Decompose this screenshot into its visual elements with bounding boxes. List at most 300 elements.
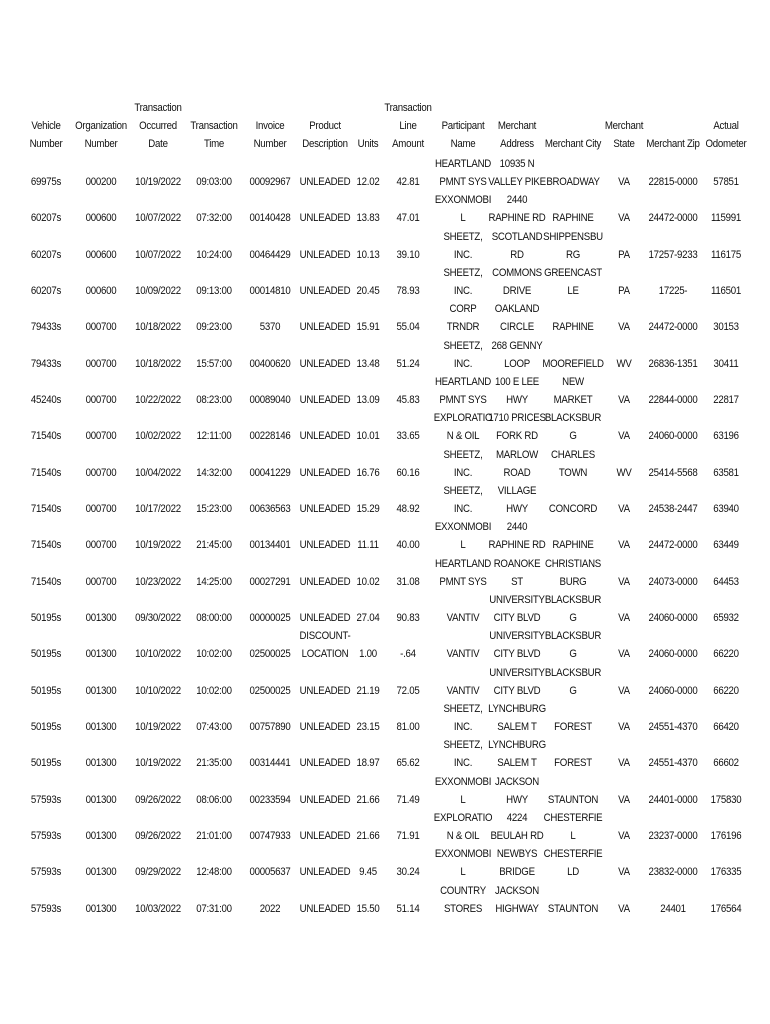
cell-amount: [385, 809, 431, 845]
cell-text: CORP: [449, 303, 477, 316]
table-row: [0, 882, 770, 918]
cell-text: SHEETZ,: [443, 484, 483, 497]
cell-units: [353, 736, 383, 772]
cell-city: [545, 845, 601, 881]
cell-zip: [646, 700, 701, 736]
cell-zip: [646, 191, 701, 227]
cell-text: BLACKSBUR: [544, 666, 602, 679]
cell-text: COMMONS: [492, 266, 542, 279]
table-row: [0, 155, 770, 191]
cell-text: 116175: [710, 248, 742, 261]
table-row: [0, 191, 770, 227]
header-label: Units: [357, 138, 379, 150]
cell-text: L: [460, 539, 466, 552]
cell-city: [545, 736, 601, 772]
cell-text: EXPLORATIO: [433, 412, 493, 425]
cell-text: 00747933: [249, 829, 291, 842]
cell-state: [606, 518, 641, 554]
cell-date: [132, 700, 185, 736]
cell-text: PA: [618, 248, 630, 261]
cell-text: 71540s: [30, 466, 62, 479]
table-row: [0, 446, 770, 482]
cell-org: [72, 700, 130, 736]
cell-text: 12:11:00: [196, 430, 232, 443]
cell-product: [297, 155, 353, 191]
cell-text: CHESTERFIE: [543, 811, 603, 824]
cell-address: [491, 373, 544, 409]
header-label: Name: [450, 138, 476, 150]
cell-participant: [435, 373, 491, 409]
header-label: Product: [309, 120, 341, 132]
cell-text: VA: [618, 575, 630, 588]
cell-amount: [385, 736, 431, 772]
cell-text: 001300: [85, 720, 117, 733]
cell-city: [545, 482, 601, 518]
cell-text: N & OIL: [446, 430, 480, 443]
cell-text: 10/19/2022: [135, 720, 181, 733]
cell-text: 24472-0000: [648, 321, 698, 334]
cell-text: L: [570, 829, 576, 842]
cell-text: SHEETZ,: [443, 702, 483, 715]
cell-text: 45240s: [30, 393, 62, 406]
cell-participant: [435, 845, 491, 881]
header-label: Vehicle: [31, 120, 61, 132]
column-header-vehicle: [20, 99, 73, 153]
cell-org: [72, 627, 130, 663]
cell-state: [606, 773, 641, 809]
cell-odometer: [704, 482, 748, 518]
cell-vehicle: [20, 482, 73, 518]
cell-text: 24472-0000: [648, 212, 698, 225]
cell-text: SHEETZ,: [443, 339, 483, 352]
cell-text: 09/30/2022: [135, 611, 181, 624]
table-row: [0, 736, 770, 772]
cell-units: [353, 518, 383, 554]
cell-time: [189, 337, 238, 373]
cell-text: 116501: [710, 284, 742, 297]
cell-participant: [435, 409, 491, 445]
cell-text: VA: [618, 720, 630, 733]
cell-amount: [385, 264, 431, 300]
cell-invoice: [245, 409, 294, 445]
cell-state: [606, 591, 641, 627]
table-row: [0, 664, 770, 700]
cell-text: 24401-0000: [648, 793, 698, 806]
cell-text: EXXONMOBI: [434, 194, 492, 207]
cell-text: 000600: [85, 284, 117, 297]
cell-vehicle: [20, 373, 73, 409]
cell-text: 66602: [713, 757, 739, 770]
cell-address: [491, 809, 544, 845]
cell-text: 000700: [85, 321, 117, 334]
cell-amount: [385, 555, 431, 591]
cell-state: [606, 664, 641, 700]
cell-state: [606, 191, 641, 227]
cell-text: UNLEADED: [299, 757, 351, 770]
cell-odometer: [704, 736, 748, 772]
cell-text: HWY: [506, 502, 528, 515]
cell-vehicle: [20, 809, 73, 845]
header-label: Transaction: [190, 120, 238, 132]
cell-text: 2440: [506, 521, 528, 534]
cell-text: INC.: [453, 466, 473, 479]
cell-org: [72, 264, 130, 300]
cell-text: 23832-0000: [648, 866, 698, 879]
cell-text: 90.83: [396, 611, 420, 624]
cell-time: [189, 373, 238, 409]
cell-product: [297, 664, 353, 700]
table-row: [0, 627, 770, 663]
cell-text: 08:06:00: [196, 793, 232, 806]
cell-text: 12.02: [356, 176, 380, 188]
cell-date: [132, 773, 185, 809]
cell-state: [606, 627, 641, 663]
cell-text: 63196: [713, 430, 739, 443]
cell-odometer: [704, 228, 748, 264]
cell-text: VA: [618, 611, 630, 624]
cell-amount: [385, 446, 431, 482]
cell-text: VA: [618, 430, 630, 443]
header-label: Transaction: [134, 102, 182, 114]
cell-participant: [435, 337, 491, 373]
cell-text: PA: [618, 284, 630, 297]
cell-participant: [435, 191, 491, 227]
cell-text: 30153: [713, 321, 739, 334]
cell-text: VALLEY PIKE: [488, 176, 546, 188]
cell-text: 57593s: [30, 793, 62, 806]
cell-org: [72, 446, 130, 482]
cell-city: [542, 337, 604, 373]
cell-text: VANTIV: [446, 684, 480, 697]
cell-text: EXXONMOBI: [434, 848, 492, 861]
cell-product: [297, 482, 353, 518]
cell-address: [491, 882, 544, 918]
cell-text: 71.91: [396, 829, 420, 842]
cell-text: 71.49: [396, 793, 420, 806]
cell-text: 00464429: [249, 248, 291, 261]
cell-text: 000700: [85, 502, 117, 515]
column-header-city: [545, 99, 601, 153]
header-label: Number: [29, 138, 63, 150]
cell-vehicle: [20, 700, 73, 736]
cell-text: 24551-4370: [648, 757, 698, 770]
cell-text: UNLEADED: [299, 575, 351, 588]
cell-text: 15:57:00: [196, 357, 232, 370]
cell-text: 24538-2447: [648, 502, 698, 515]
header-label: Actual: [713, 120, 739, 132]
cell-text: ROAD: [503, 466, 531, 479]
cell-text: CHRISTIANS: [545, 557, 601, 570]
cell-zip: [646, 845, 701, 881]
cell-text: 71540s: [30, 539, 62, 552]
column-header-amount: [385, 99, 431, 153]
cell-text: BLACKSBUR: [544, 593, 602, 606]
cell-text: VANTIV: [446, 648, 480, 661]
cell-text: RD: [510, 248, 524, 261]
cell-vehicle: [20, 518, 73, 554]
cell-text: 25414-5568: [648, 466, 698, 479]
header-label: Organization: [75, 120, 127, 132]
cell-text: 17225-: [658, 284, 688, 297]
cell-amount: [385, 409, 431, 445]
cell-text: VA: [618, 212, 630, 225]
column-header-org: [72, 99, 130, 153]
cell-text: 71540s: [30, 502, 62, 515]
cell-odometer: [704, 700, 748, 736]
cell-city: [545, 373, 601, 409]
table-row: [0, 337, 770, 373]
cell-odometer: [704, 555, 748, 591]
cell-state: [606, 809, 641, 845]
cell-invoice: [245, 555, 294, 591]
cell-city: [545, 882, 601, 918]
cell-time: [189, 518, 238, 554]
cell-text: 71540s: [30, 430, 62, 443]
cell-text: JACKSON: [495, 775, 539, 788]
cell-text: 10/07/2022: [135, 212, 181, 225]
cell-product: [297, 191, 353, 227]
cell-date: [132, 337, 185, 373]
cell-text: 15.50: [356, 902, 380, 915]
cell-text: 00005637: [249, 866, 291, 879]
cell-text: 81.00: [396, 720, 420, 733]
cell-odometer: [704, 373, 748, 409]
cell-odometer: [704, 518, 748, 554]
cell-date: [132, 155, 185, 191]
cell-date: [132, 555, 185, 591]
cell-date: [132, 300, 185, 336]
cell-vehicle: [20, 191, 73, 227]
header-label: Address: [500, 138, 534, 150]
cell-text: 33.65: [396, 430, 420, 443]
cell-text: 00314441: [249, 757, 291, 770]
table-row: [0, 373, 770, 409]
cell-text: 001300: [85, 648, 117, 661]
cell-text: 66420: [713, 720, 739, 733]
cell-text: UNLEADED: [299, 793, 351, 806]
cell-text: 50195s: [30, 648, 62, 661]
cell-text: CHESTERFIE: [543, 848, 603, 861]
cell-text: VA: [618, 176, 630, 188]
cell-invoice: [245, 591, 294, 627]
cell-city: [545, 664, 601, 700]
cell-text: PMNT SYS: [439, 176, 487, 188]
cell-text: 63449: [713, 539, 739, 552]
cell-text: UNLEADED: [299, 248, 351, 261]
cell-text: 24060-0000: [648, 684, 698, 697]
cell-text: MOOREFIELD: [542, 357, 604, 370]
cell-address: [488, 518, 546, 554]
cell-zip: [646, 591, 701, 627]
cell-text: 000700: [85, 393, 117, 406]
cell-text: 63940: [713, 502, 739, 515]
cell-text: VA: [618, 793, 630, 806]
cell-address: [488, 736, 546, 772]
cell-text: 57593s: [30, 829, 62, 842]
cell-org: [72, 591, 130, 627]
cell-odometer: [704, 809, 748, 845]
cell-date: [132, 264, 185, 300]
cell-text: 9.45: [359, 866, 377, 879]
cell-address: [488, 409, 546, 445]
cell-participant: [435, 228, 491, 264]
cell-product: [297, 845, 353, 881]
cell-date: [132, 518, 185, 554]
cell-org: [72, 736, 130, 772]
header-label: Merchant: [497, 120, 537, 132]
cell-text: LYNCHBURG: [488, 702, 546, 715]
cell-text: UNIVERSITY: [489, 593, 545, 606]
cell-zip: [646, 337, 701, 373]
cell-text: 09/29/2022: [135, 866, 181, 879]
cell-invoice: [245, 809, 294, 845]
cell-org: [72, 373, 130, 409]
cell-units: [353, 555, 383, 591]
cell-product: [297, 518, 353, 554]
cell-units: [353, 700, 383, 736]
cell-vehicle: [20, 845, 73, 881]
cell-invoice: [245, 191, 294, 227]
cell-text: UNLEADED: [299, 539, 351, 552]
cell-text: COUNTRY: [440, 884, 486, 897]
cell-odometer: [704, 300, 748, 336]
cell-text: 24060-0000: [648, 430, 698, 443]
cell-date: [132, 882, 185, 918]
cell-text: 20.45: [356, 284, 380, 297]
cell-text: UNLEADED: [299, 357, 351, 370]
cell-zip: [646, 373, 701, 409]
cell-zip: [646, 155, 701, 191]
cell-text: 66220: [713, 648, 739, 661]
cell-product: [297, 700, 353, 736]
cell-text: 10/18/2022: [135, 357, 181, 370]
cell-city: [545, 409, 601, 445]
cell-product: [297, 809, 353, 845]
cell-time: [189, 700, 238, 736]
cell-text: MARLOW: [496, 448, 538, 461]
cell-text: WV: [616, 466, 632, 479]
cell-text: 09:03:00: [196, 176, 232, 188]
cell-address: [491, 555, 544, 591]
cell-participant: [435, 882, 491, 918]
table-row: [0, 482, 770, 518]
cell-text: UNIVERSITY: [489, 630, 545, 643]
cell-invoice: [245, 627, 294, 663]
cell-text: 21.19: [356, 684, 380, 697]
cell-text: 00140428: [249, 212, 291, 225]
cell-text: 001300: [85, 757, 117, 770]
cell-text: 00000025: [249, 611, 291, 624]
cell-amount: [385, 700, 431, 736]
cell-units: [353, 446, 383, 482]
cell-text: 176335: [710, 866, 742, 879]
cell-text: 10/02/2022: [135, 430, 181, 443]
cell-text: 10/19/2022: [135, 176, 181, 188]
cell-address: [488, 700, 546, 736]
column-header-units: [353, 99, 383, 153]
cell-text: EXPLORATIO: [433, 811, 493, 824]
cell-city: [545, 700, 601, 736]
cell-text: FOREST: [554, 720, 592, 733]
cell-amount: [385, 482, 431, 518]
cell-amount: [385, 373, 431, 409]
cell-text: 57851: [713, 176, 739, 188]
cell-text: G: [569, 648, 577, 661]
cell-text: 31.08: [396, 575, 420, 588]
cell-text: 30411: [713, 357, 739, 370]
cell-participant: [435, 155, 491, 191]
cell-zip: [646, 482, 701, 518]
cell-text: 23.15: [356, 720, 380, 733]
cell-text: 07:32:00: [196, 212, 232, 225]
cell-text: STAUNTON: [547, 902, 599, 915]
cell-text: RG: [566, 248, 580, 261]
cell-state: [606, 845, 641, 881]
cell-text: ROANOKE: [493, 557, 541, 570]
cell-date: [132, 446, 185, 482]
cell-invoice: [245, 664, 294, 700]
cell-text: VA: [618, 321, 630, 334]
cell-text: 00027291: [249, 575, 291, 588]
cell-state: [606, 228, 641, 264]
cell-text: VA: [618, 684, 630, 697]
cell-city: [545, 446, 601, 482]
cell-text: UNLEADED: [299, 176, 351, 188]
cell-participant: [435, 736, 491, 772]
cell-invoice: [245, 300, 294, 336]
cell-org: [72, 555, 130, 591]
header-label: Line: [399, 120, 417, 132]
cell-text: SALEM T: [497, 757, 537, 770]
cell-text: 176196: [710, 829, 742, 842]
cell-text: 10/23/2022: [135, 575, 181, 588]
cell-text: UNLEADED: [299, 866, 351, 879]
cell-odometer: [704, 446, 748, 482]
cell-text: G: [569, 684, 577, 697]
cell-state: [606, 482, 641, 518]
cell-city: [545, 591, 601, 627]
cell-product: [297, 882, 353, 918]
cell-address: [491, 264, 544, 300]
header-label: Occurred: [139, 120, 177, 132]
cell-text: N & OIL: [446, 829, 480, 842]
cell-text: 10/19/2022: [135, 539, 181, 552]
cell-units: [353, 627, 383, 663]
cell-text: 47.01: [396, 212, 420, 225]
cell-time: [189, 155, 238, 191]
cell-time: [189, 555, 238, 591]
cell-text: 48.92: [396, 502, 420, 515]
cell-amount: [385, 882, 431, 918]
cell-state: [606, 337, 641, 373]
cell-text: L: [460, 793, 466, 806]
cell-text: 24551-4370: [648, 720, 698, 733]
cell-text: 2022: [259, 902, 281, 915]
cell-city: [545, 809, 601, 845]
cell-participant: [435, 264, 491, 300]
cell-date: [132, 845, 185, 881]
cell-text: 00757890: [249, 720, 291, 733]
cell-text: RAPHINE: [552, 321, 594, 334]
cell-text: BRIDGE: [499, 866, 535, 879]
cell-zip: [646, 664, 701, 700]
cell-text: GREENCAST: [544, 266, 602, 279]
cell-date: [132, 664, 185, 700]
cell-text: 10:24:00: [196, 248, 232, 261]
cell-text: LOOP: [504, 357, 530, 370]
cell-text: 1710 PRICES: [488, 412, 546, 425]
cell-text: 42.81: [396, 176, 420, 188]
